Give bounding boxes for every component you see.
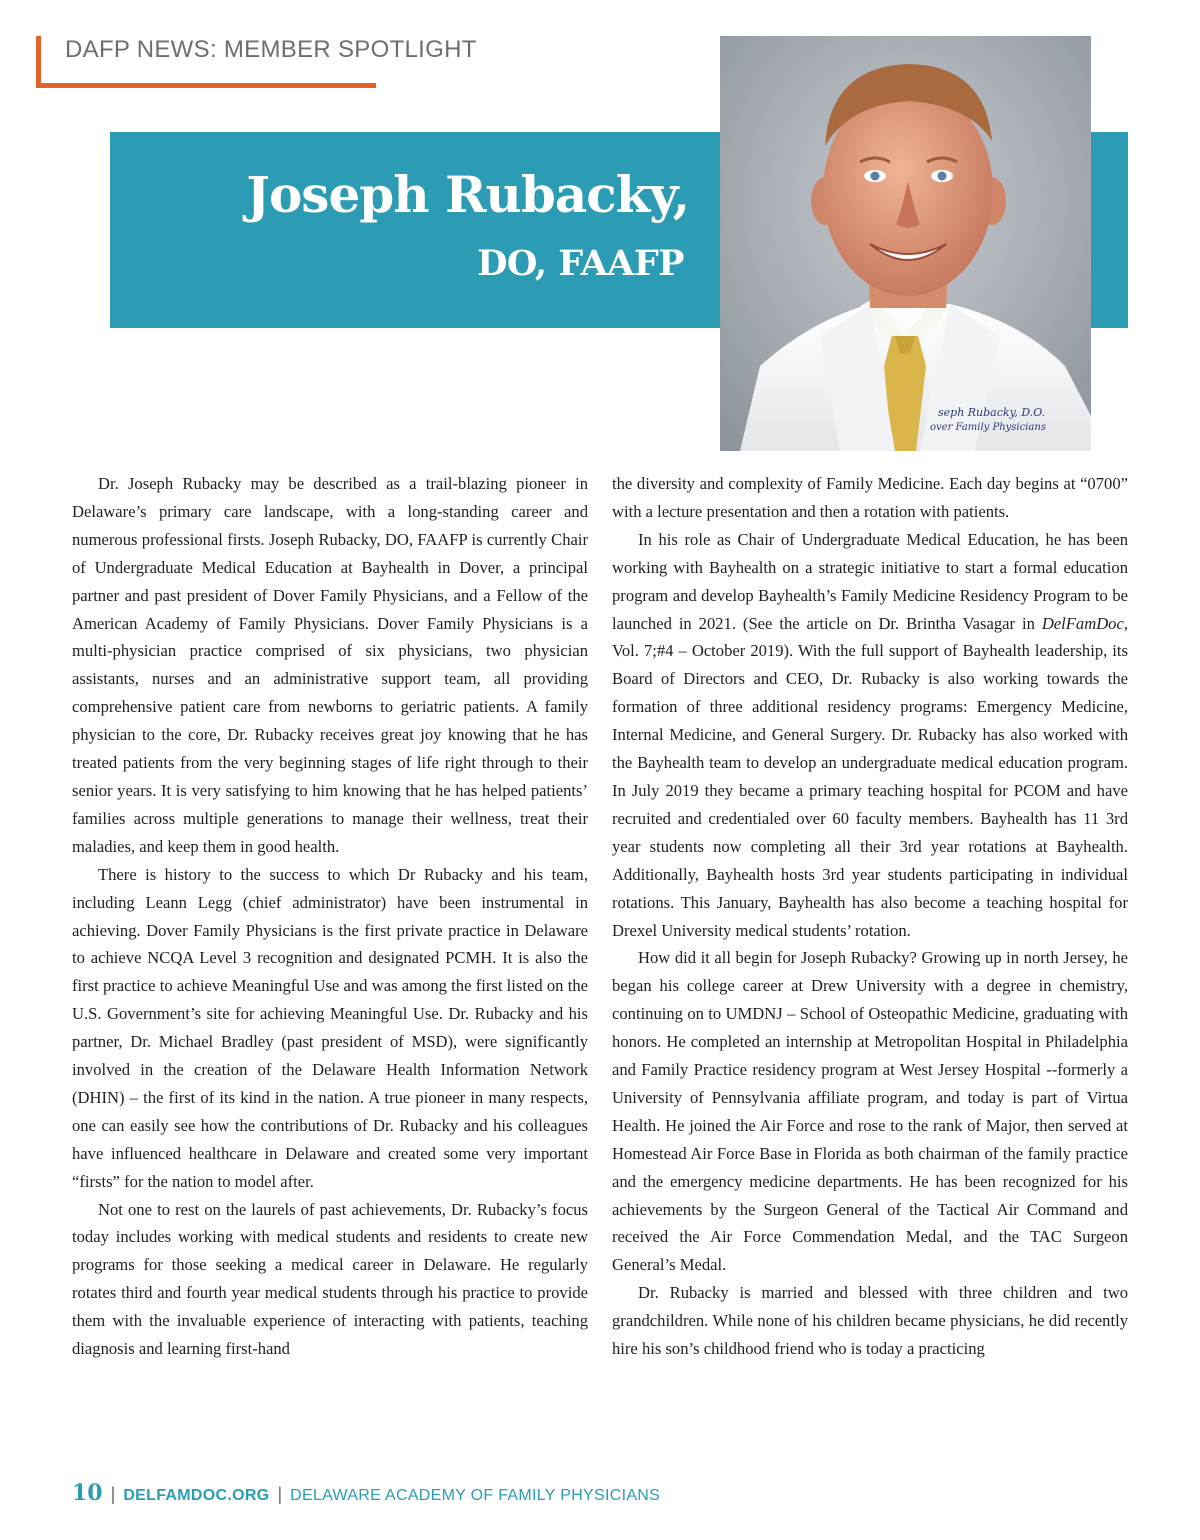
article-paragraph: Dr. Rubacky is married and blessed with three children and two grandchildren. While none of his children became physicians, he did recently hire his son’s childhood friend who is today a practicing	[612, 1283, 1128, 1359]
footer-organization: DELAWARE ACADEMY OF FAMILY PHYSICIANS	[290, 1487, 661, 1504]
article-paragraph: Not one to rest on the laurels of past achievements, Dr. Rubacky’s focus today includes working with medical students and residents to create new programs for those seeking a medical career in Delaware. He regularly rotates third and fourth year medical students through his practice to provide them with the invaluable experience of interacting with patients, teaching diagnosis and learning first-hand	[72, 1199, 588, 1359]
article-title-name: Joseph Rubacky,	[246, 165, 689, 224]
article-column-left	[72, 470, 588, 1363]
page-number: 10	[72, 1480, 103, 1506]
article-title-credentials: DO, FAAFP	[477, 243, 684, 284]
svg-text:seph Rubacky, D.O.: seph Rubacky, D.O.	[938, 406, 1046, 419]
portrait-photo	[720, 36, 1091, 451]
article-paragraph: How did it all begin for Joseph Rubacky? Growing up in north Jersey, he began his college career at Drew University with a degree in chemistry, continuing on to UMDNJ – School of Osteopathic Medicine, graduating with honors. He completed an internship at Metropolitan Hospital in Philadelphia and Family Practice residency program at West Jersey Hospital --formerly a University of Pennsylvania affiliate program, and today is part of Virtua Health. He joined the Air Force and rose to the rank of Major, then served at Homestead Air Force Base in Florida as both chairman of the family practice and the emergency medicine departments. He has been recognized for his achievements by the Surgeon General of the Tactical Air Command and received the Air Force Commendation Medal, and the TAC Surgeon General’s Medal.	[612, 948, 1128, 1275]
article-paragraph: There is history to the success to which Dr Rubacky and his team, including Leann Legg (chief administrator) have been instrumental in achieving. Dover Family Physicians is the first private practice in Delaware to achieve NCQA Level 3 recognition and designated PCMH. It is also the first practice to achieve Meaningful Use and was among the first listed on the U.S. Government’s site for achieving Meaningful Use. Dr. Rubacky and his partner, Dr. Michael Bradley (past president of MSD), were significantly involved in the creation of the Delaware Health Information Network (DHIN) – the first of its kind in the nation. A true pioneer in many respects, one can easily see how the contributions of Dr. Rubacky and his colleagues have influenced healthcare in Delaware and created some very important “firsts” for the nation to model after.	[72, 864, 588, 1191]
footer-separator: |	[277, 1484, 283, 1504]
paragraph-text: , Vol. 7;#4 – October 2019). With the full support of Bayhealth leadership, its Board of Directors and CEO, Dr. Rubacky is also working towards the formation of three additional residency programs: Emergency Medicine, Internal Medicine, and General Surgery. Dr. Rubacky has also worked with the Bayhealth team to develop an undergraduate medical education program. In July 2019 they became a primary teaching hospital for PCOM and have recruited and credentialed over 60 faculty members. Bayhealth has 11 3rd year students now completing all their 3rd year rotations at Bayhealth. Additionally, Bayhealth hosts 3rd year students participating in individual rotations. This January, Bayhealth has also become a teaching hospital for Drexel University medical students’ rotation.	[612, 613, 1128, 940]
section-label-text: DAFP NEWS: MEMBER SPOTLIGHT	[65, 36, 477, 63]
page-footer	[72, 1480, 660, 1506]
svg-text:over Family Physicians: over Family Physicians	[930, 422, 1046, 433]
section-label	[36, 36, 477, 88]
footer-site-link[interactable]: DELFAMDOC.ORG	[123, 1487, 270, 1504]
article-paragraph-continued: the diversity and complexity of Family Medicine. Each day begins at “0700” with a lecture presentation and then a rotation with patients.	[612, 474, 1128, 521]
footer-separator: |	[110, 1484, 116, 1504]
paragraph-text: In his role as Chair of Undergraduate Medical Education, he has been working with Bayhealth on a strategic initiative to start a formal education program and develop Bayhealth’s Family Medicine Residency Program to be launched in 2021. (See the article on Dr. Brintha Vasagar in	[612, 529, 1128, 633]
publication-title: DelFamDoc	[1041, 613, 1124, 633]
article-column-right	[612, 470, 1128, 1363]
article-paragraph	[612, 526, 1128, 945]
article-paragraph: Dr. Joseph Rubacky may be described as a trail-blazing pioneer in Delaware’s primary care landscape, with a long-standing career and numerous professional firsts. Joseph Rubacky, DO, FAAFP is currently Chair of Undergraduate Medical Education at Bayhealth in Dover, a principal partner and past president of Dover Family Physicians, and a Fellow of the American Academy of Family Physicians. Dover Family Physicians is a multi-physician practice comprised of six physicians, two physician assistants, nurses and an administrative support team, all providing comprehensive patient care from newborns to geriatric patients. A family physician to the core, Dr. Rubacky receives great joy knowing that he has treated patients from the very beginning stages of life right through to their senior years. It is very satisfying to him knowing that he has helped patients’ families across multiple generations to manage their wellness, treat their maladies, and keep them in good health.	[72, 474, 588, 856]
